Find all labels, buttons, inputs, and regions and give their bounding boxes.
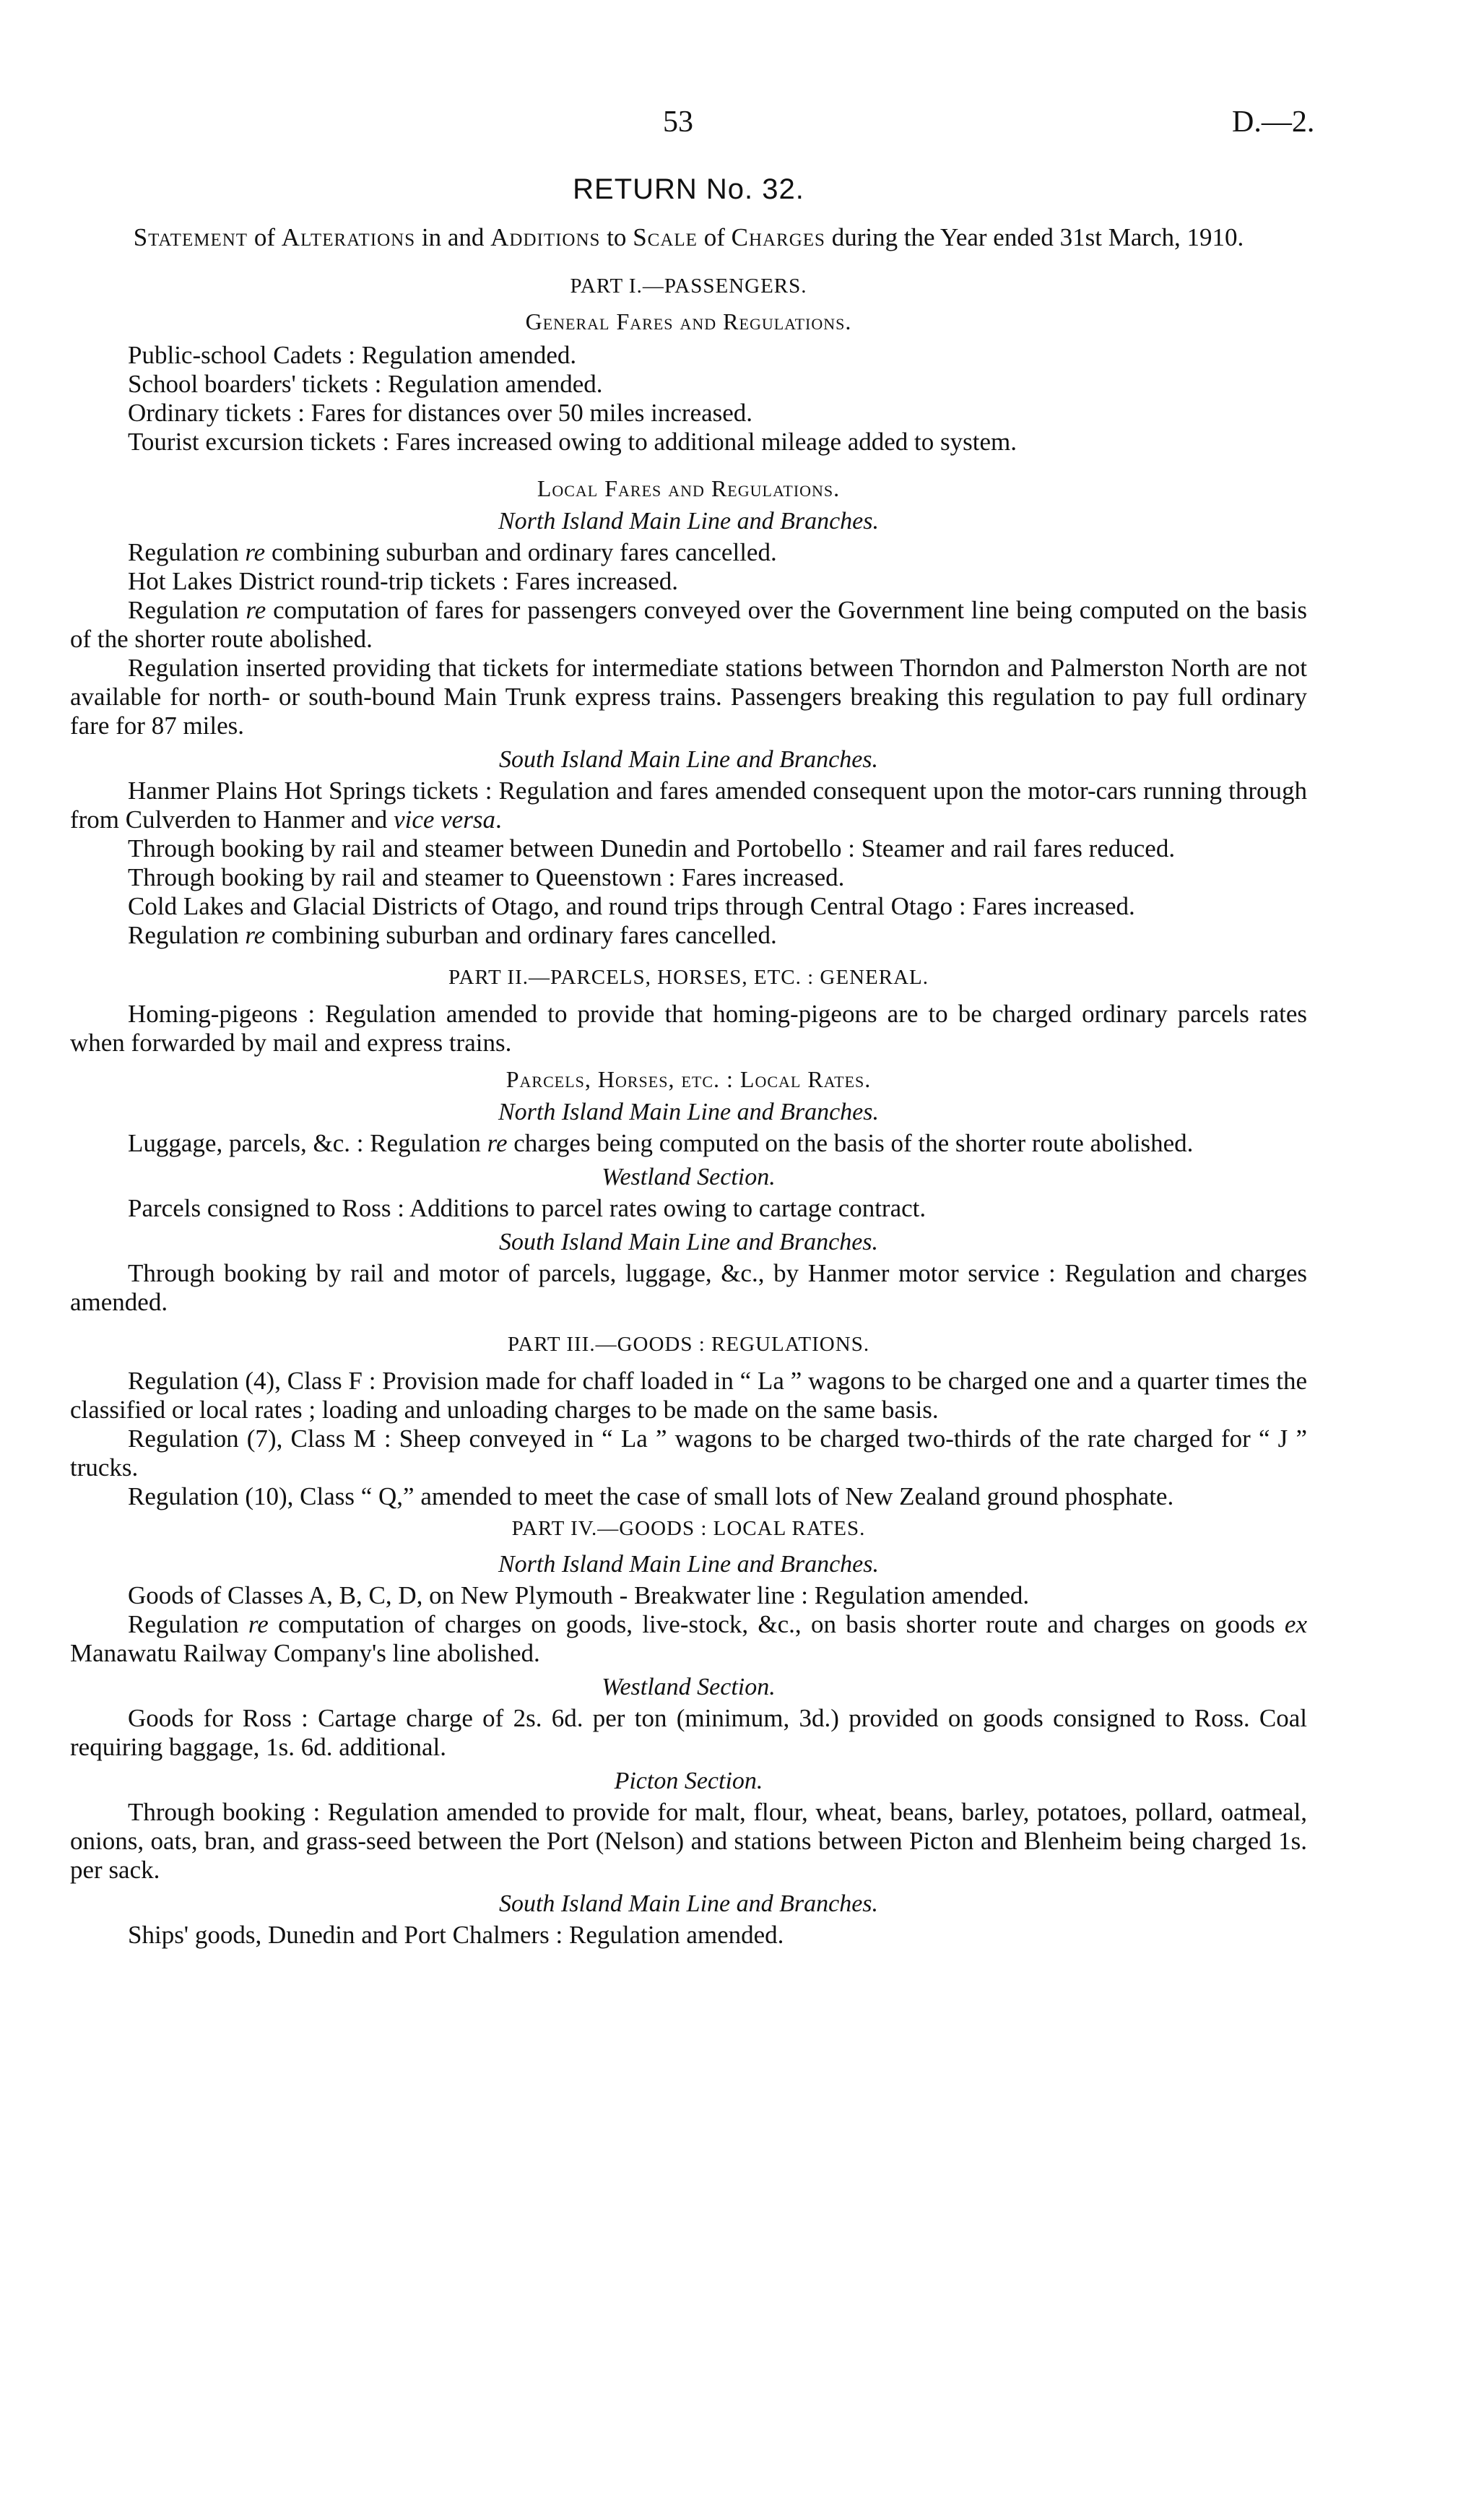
paragraph: Regulation (4), Class F : Provision made for chaff loaded in “ La ” wagons to be charged one and a quarter times the classified or local rates ; loading and unloading charges to be made on the same basis. <box>70 1367 1307 1424</box>
statement-word: to <box>607 223 627 251</box>
return-title: RETURN No. 32. <box>573 173 804 205</box>
paragraph: Regulation inserted providing that tickets for intermediate stations between Thorndon and Palmerston North are not available for north- or south-bound Main Trunk express trains. Passengers breaking this regulation to pay full ordinary fare for 87 miles. <box>70 654 1307 740</box>
paragraph: Regulation re computation of fares for passengers conveyed over the Government line being computed on the basis of the shorter route abolished. <box>70 596 1307 653</box>
south-island-heading: South Island Main Line and Branches. <box>498 1229 879 1255</box>
paragraph: Hanmer Plains Hot Springs tickets : Regulation and fares amended consequent upon the motor-cars running through from Culverden to Hanmer and vice versa. <box>70 777 1307 834</box>
statement-word: of <box>253 223 275 251</box>
north-island-heading: North Island Main Line and Branches. <box>498 508 879 535</box>
paragraph: Hot Lakes District round-trip tickets : Fares increased. <box>128 567 679 595</box>
picton-heading: Picton Section. <box>614 1768 763 1794</box>
paragraph: Through booking by rail and steamer to Queenstown : Fares increased. <box>128 863 845 891</box>
westland-heading: Westland Section. <box>602 1674 776 1700</box>
general-fares-heading: General Fares and Regulations. <box>525 308 852 334</box>
paragraph: Through booking by rail and motor of parcels, luggage, &c., by Hanmer motor service : Regulation and charges amended. <box>70 1259 1307 1316</box>
paragraph: Tourist excursion tickets : Fares increased owing to additional mileage added to system. <box>128 428 1017 456</box>
paragraph: Regulation re combining suburban and ordinary fares cancelled. <box>128 921 777 949</box>
paragraph: Regulation (7), Class M : Sheep conveyed in “ La ” wagons to be charged two-thirds of the rate charged for “ J ” trucks. <box>70 1424 1307 1482</box>
paragraph: Regulation (10), Class “ Q,” amended to meet the case of small lots of New Zealand ground phosphate. <box>128 1482 1174 1510</box>
document-reference: D.—2. <box>1232 105 1315 139</box>
parcels-local-heading: Parcels, Horses, etc. : Local Rates. <box>505 1066 872 1092</box>
part-3-heading: PART III.—GOODS : REGULATIONS. <box>507 1333 870 1356</box>
page-number: 53 <box>663 105 693 139</box>
paragraph: Parcels consigned to Ross : Additions to parcel rates owing to cartage contract. <box>128 1194 927 1222</box>
statement-heading <box>70 222 1307 253</box>
statement-word: Scale <box>633 223 698 251</box>
paragraph: Through booking : Regulation amended to provide for malt, flour, wheat, beans, barley, potatoes, pollard, oatmeal, onions, oats, bran, and grass-seed between the Port (Nelson) and stations between Picton and Blenheim being charged 1s. per sack. <box>70 1798 1307 1884</box>
south-island-heading: South Island Main Line and Branches. <box>498 746 879 773</box>
statement-word: Charges <box>731 223 825 251</box>
statement-word: in and <box>421 223 485 251</box>
paragraph: Goods for Ross : Cartage charge of 2s. 6d. per ton (minimum, 3d.) provided on goods consigned to Ross. Coal requiring baggage, 1s. 6d. additional. <box>70 1704 1307 1761</box>
paragraph: Ordinary tickets : Fares for distances over 50 miles increased. <box>128 399 753 427</box>
north-island-heading: North Island Main Line and Branches. <box>498 1099 879 1125</box>
paragraph: Public-school Cadets : Regulation amended. <box>128 341 577 369</box>
paragraph: Regulation re computation of charges on goods, live-stock, &c., on basis shorter route and charges on goods ex Manawatu Railway Company's line abolished. <box>70 1610 1307 1667</box>
part-4-heading: PART IV.—GOODS : LOCAL RATES. <box>511 1517 866 1540</box>
statement-word: Alterations <box>281 223 416 251</box>
local-fares-heading: Local Fares and Regulations. <box>537 475 841 501</box>
paragraph: Cold Lakes and Glacial Districts of Otago, and round trips through Central Otago : Fares increased. <box>128 892 1135 920</box>
part-2-heading: PART II.—PARCELS, HORSES, ETC. : GENERAL. <box>448 966 929 989</box>
statement-word: Statement <box>133 223 248 251</box>
paragraph: Homing-pigeons : Regulation amended to provide that homing-pigeons are to be charged ordinary parcels rates when forwarded by mail and express trains. <box>70 1000 1307 1057</box>
paragraph: Regulation re combining suburban and ordinary fares cancelled. <box>128 538 777 566</box>
statement-word: Additions <box>490 223 601 251</box>
part-1-heading: PART I.—PASSENGERS. <box>570 274 807 298</box>
page-body <box>70 173 1307 1950</box>
paragraph: Ships' goods, Dunedin and Port Chalmers : Regulation amended. <box>128 1921 784 1949</box>
paragraph: Through booking by rail and steamer between Dunedin and Portobello : Steamer and rail fares reduced. <box>128 834 1176 862</box>
paragraph: Luggage, parcels, &c. : Regulation re charges being computed on the basis of the shorter route abolished. <box>128 1129 1194 1157</box>
north-island-heading: North Island Main Line and Branches. <box>498 1551 879 1578</box>
statement-word: during the Year ended 31st March, 1910. <box>831 223 1244 251</box>
statement-word: of <box>703 223 725 251</box>
paragraph: Goods of Classes A, B, C, D, on New Plymouth - Breakwater line : Regulation amended. <box>128 1581 1030 1609</box>
westland-heading: Westland Section. <box>602 1164 776 1190</box>
south-island-heading: South Island Main Line and Branches. <box>498 1890 879 1917</box>
paragraph: School boarders' tickets : Regulation amended. <box>128 370 603 398</box>
